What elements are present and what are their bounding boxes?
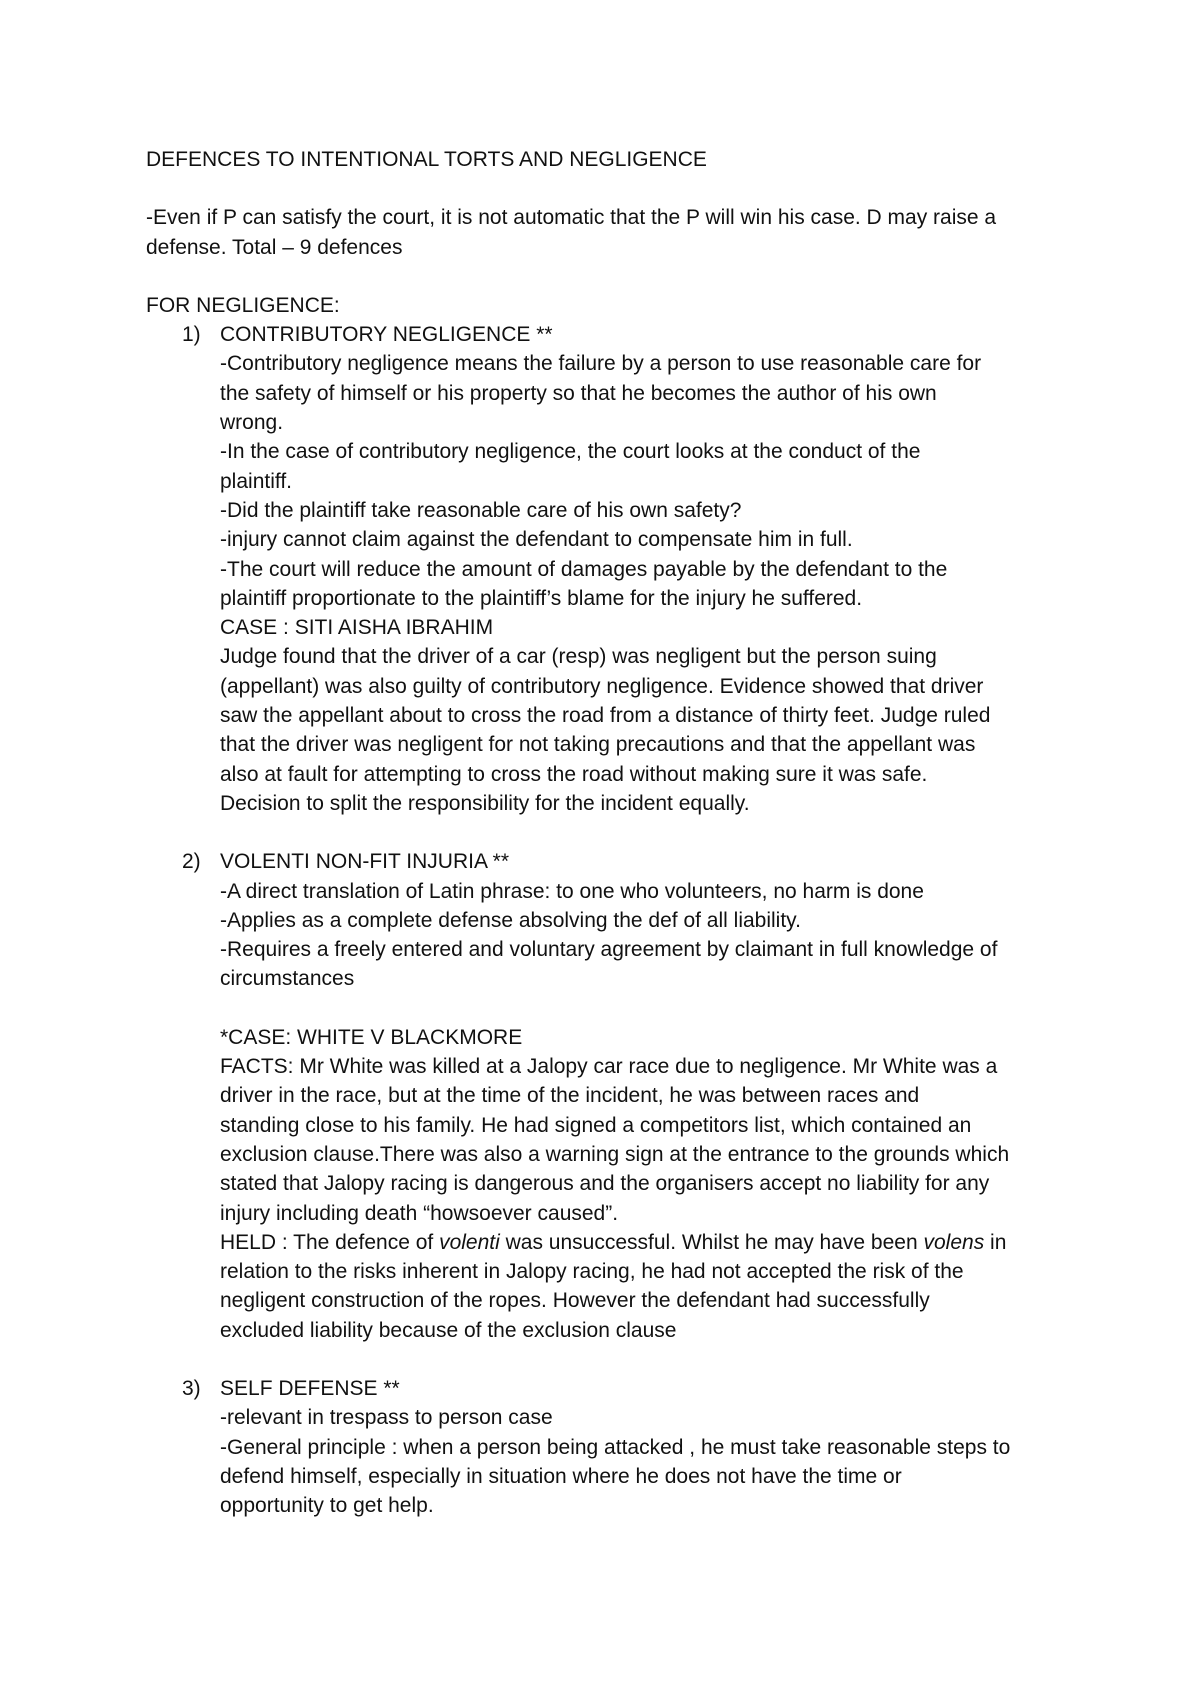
section-number: 3) bbox=[182, 1376, 201, 1400]
body-line: that the driver was negligent for not taking precautions and that the appellant was bbox=[220, 733, 976, 757]
body-line: saw the appellant about to cross the road from a distance of thirty feet. Judge ruled bbox=[220, 704, 991, 728]
spacer bbox=[146, 818, 1076, 847]
body-line: exclusion clause.There was also a warning sign at the entrance to the grounds which bbox=[220, 1142, 1010, 1166]
section-body bbox=[146, 349, 1076, 818]
body-line: (appellant) was also guilty of contributory negligence. Evidence showed that driver bbox=[220, 674, 984, 698]
body-line: Decision to split the responsibility for the incident equally. bbox=[220, 791, 750, 815]
body-line: FACTS: Mr White was killed at a Jalopy car race due to negligence. Mr White was a bbox=[220, 1055, 998, 1079]
document-body bbox=[146, 145, 1076, 1520]
case-title: CASE : SITI AISHA IBRAHIM bbox=[220, 616, 494, 640]
body-line: -A direct translation of Latin phrase: to one who volunteers, no harm is done bbox=[220, 879, 924, 903]
intro-line: defense. Total – 9 defences bbox=[146, 235, 403, 259]
spacer bbox=[146, 262, 1076, 291]
section-number: 1) bbox=[182, 323, 201, 347]
body-line: -Applies as a complete defense absolving the def of all liability. bbox=[220, 908, 801, 932]
held-italic: volens bbox=[923, 1230, 985, 1254]
body-line: wrong. bbox=[220, 411, 284, 435]
body-line: opportunity to get help. bbox=[220, 1494, 434, 1518]
section-body bbox=[146, 877, 1076, 1345]
section-title: SELF DEFENSE ** bbox=[220, 1376, 400, 1400]
held-italic: volenti bbox=[439, 1230, 500, 1254]
section-heading bbox=[146, 847, 1076, 876]
intro-line: -Even if P can satisfy the court, it is not automatic that the P will win his case. D may raise a bbox=[146, 206, 997, 230]
held-text: was unsuccessful. Whilst he may have been bbox=[499, 1230, 924, 1254]
held-text: HELD : The defence of bbox=[220, 1230, 440, 1254]
body-line: also at fault for attempting to cross the road without making sure it was safe. bbox=[220, 762, 928, 786]
body-line: plaintiff proportionate to the plaintiff’s blame for the injury he suffered. bbox=[220, 586, 863, 610]
section-heading bbox=[146, 1374, 1076, 1403]
section-self-defense bbox=[146, 1374, 1076, 1520]
body-line: -In the case of contributory negligence, the court looks at the conduct of the bbox=[220, 440, 921, 464]
body-line: defend himself, especially in situation where he does not have the time or bbox=[220, 1464, 902, 1488]
body-line: Judge found that the driver of a car (resp) was negligent but the person suing bbox=[220, 645, 937, 669]
negligence-heading: FOR NEGLIGENCE: bbox=[146, 293, 340, 317]
body-line: -Contributory negligence means the failure by a person to use reasonable care for bbox=[220, 352, 982, 376]
body-line: -Did the plaintiff take reasonable care of his own safety? bbox=[220, 498, 742, 522]
body-line: -relevant in trespass to person case bbox=[220, 1406, 553, 1430]
body-line: injury including death “howsoever caused”. bbox=[220, 1201, 619, 1225]
body-line: driver in the race, but at the time of the incident, he was between races and bbox=[220, 1084, 920, 1108]
section-heading bbox=[146, 320, 1076, 349]
spacer bbox=[146, 174, 1076, 203]
body-line: the safety of himself or his property so that he becomes the author of his own bbox=[220, 381, 937, 405]
body-line: excluded liability because of the exclusion clause bbox=[220, 1318, 677, 1342]
section-title: CONTRIBUTORY NEGLIGENCE ** bbox=[220, 323, 553, 347]
section-volenti bbox=[146, 847, 1076, 1345]
body-line: -General principle : when a person being attacked , he must take reasonable steps to bbox=[220, 1435, 1011, 1459]
spacer bbox=[220, 994, 1076, 1023]
section-title: VOLENTI NON-FIT INJURIA ** bbox=[220, 850, 509, 874]
section-body bbox=[146, 1403, 1076, 1520]
body-line: -The court will reduce the amount of damages payable by the defendant to the bbox=[220, 557, 948, 581]
body-line: -Requires a freely entered and voluntary agreement by claimant in full knowledge of bbox=[220, 938, 998, 962]
section-number: 2) bbox=[182, 850, 201, 874]
held-line bbox=[220, 1228, 1076, 1257]
body-line: relation to the risks inherent in Jalopy racing, he had not accepted the risk of the bbox=[220, 1260, 964, 1284]
spacer bbox=[146, 1345, 1076, 1374]
section-contributory-negligence bbox=[146, 320, 1076, 818]
body-line: standing close to his family. He had signed a competitors list, which contained an bbox=[220, 1113, 972, 1137]
body-line: circumstances bbox=[220, 967, 355, 991]
case-title: *CASE: WHITE V BLACKMORE bbox=[220, 1025, 523, 1049]
document-title: DEFENCES TO INTENTIONAL TORTS AND NEGLIGENCE bbox=[146, 148, 707, 171]
body-line: -injury cannot claim against the defendant to compensate him in full. bbox=[220, 528, 853, 552]
body-line: stated that Jalopy racing is dangerous and the organisers accept no liability for any bbox=[220, 1172, 990, 1196]
body-line: negligent construction of the ropes. However the defendant had successfully bbox=[220, 1289, 930, 1313]
held-text: in bbox=[984, 1230, 1007, 1254]
body-line: plaintiff. bbox=[220, 469, 292, 493]
